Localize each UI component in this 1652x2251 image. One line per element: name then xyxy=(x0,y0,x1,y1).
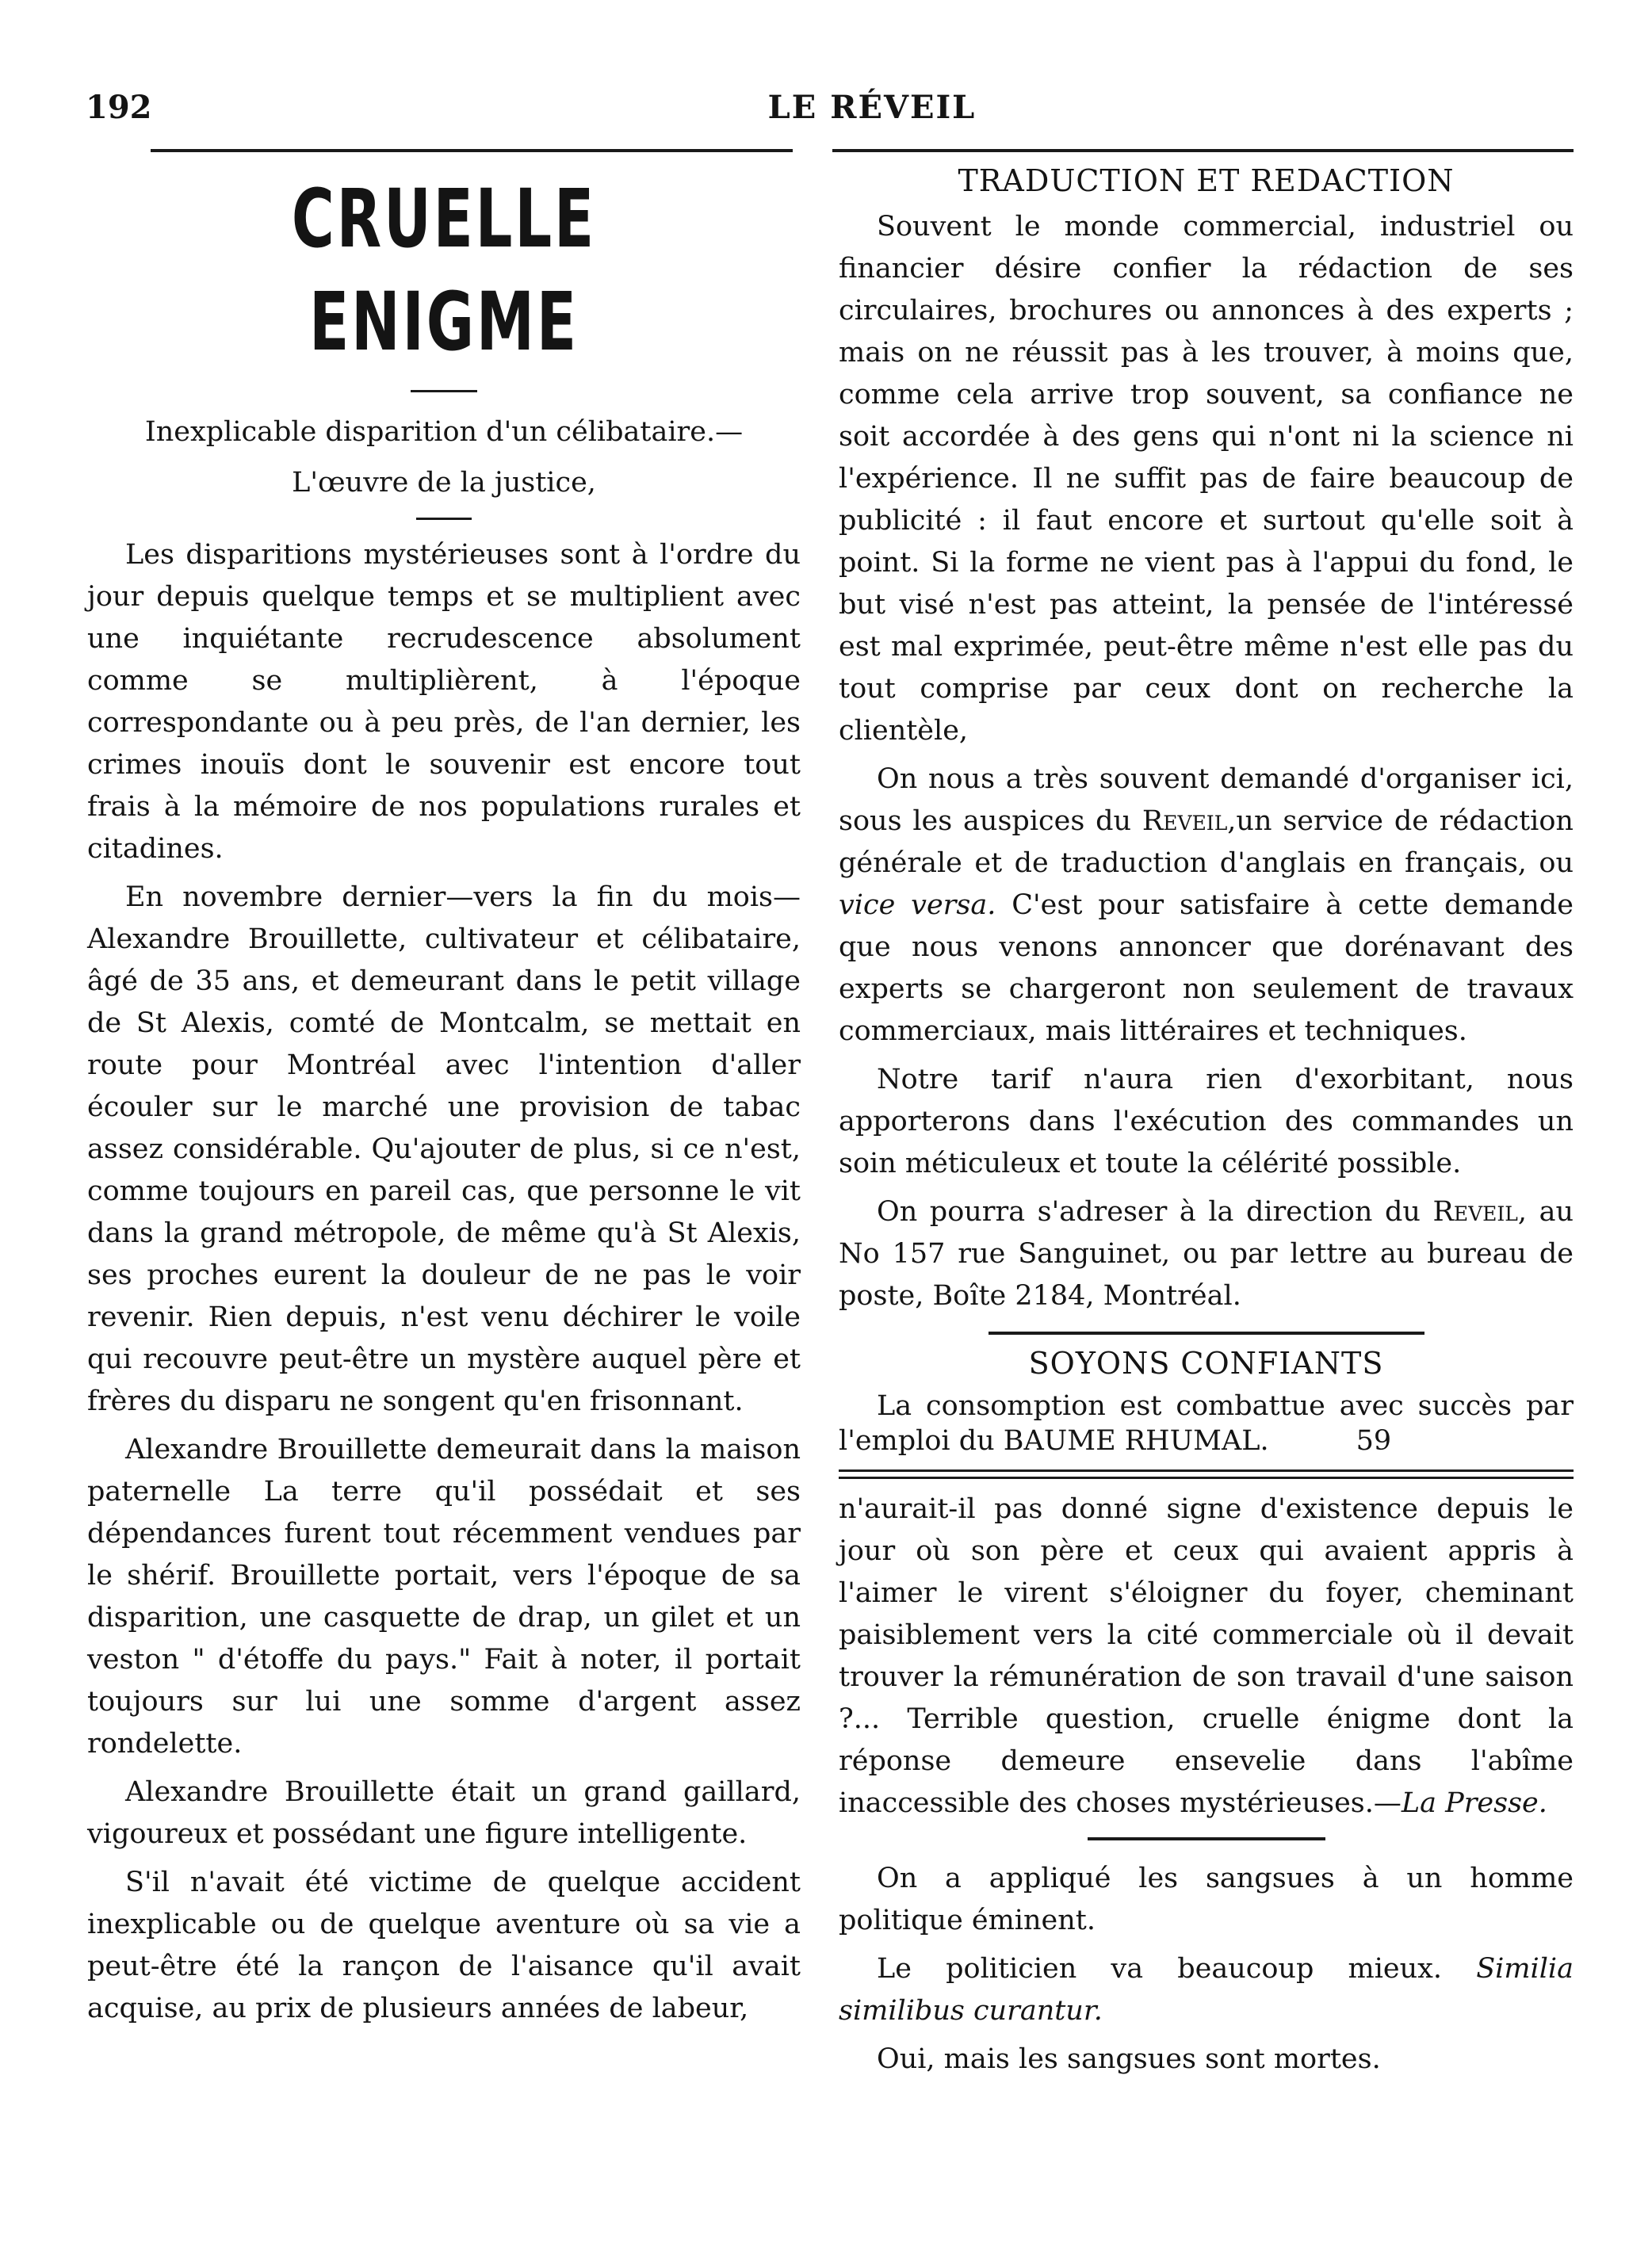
ad-number: 59 xyxy=(1356,1425,1392,1457)
traduction-text: , au No 157 rue Sanguinet, ou par lettre au bureau de poste, Boîte 2184, Montréal. xyxy=(839,1196,1574,1312)
traduction-paragraph xyxy=(839,1191,1574,1317)
anecdote-paragraph: On a appliqué les sangsues à un homme politique éminent. xyxy=(839,1863,1574,1936)
anecdote-paragraph: Oui, mais les sangsues sont mortes. xyxy=(877,2043,1381,2075)
vice-versa-italic: vice versa. xyxy=(839,889,996,921)
article-paragraph: Alexandre Brouillette était un grand gaillard, vigoureux et possédant une figure intelligente. xyxy=(87,1776,801,1850)
double-rule-top xyxy=(839,1469,1574,1472)
title-divider xyxy=(411,390,477,392)
soyons-text: La consomption est combattue avec succès par l'emploi du BAUME RHUMAL. xyxy=(839,1390,1574,1457)
running-head: LE RÉVEIL xyxy=(767,89,977,126)
soyons-paragraph xyxy=(839,1389,1574,1458)
anecdote-paragraph xyxy=(839,1948,1574,2032)
anecdote-divider xyxy=(1088,1837,1325,1840)
article-title: CRUELLE ENIGME xyxy=(291,172,597,369)
source-credit: La Presse. xyxy=(1401,1787,1547,1819)
article-paragraph: Les disparitions mystérieuses sont à l'ordre du jour depuis quelque temps et se multiplient avec une inquiétante recrudescence absolument comme se multiplièrent, à l'époque correspondante ou à peu près, de l'an dernier, les crimes inouïs dont le souvenir est encore tout frais à la mémoire de nos populations rurales et citadines. xyxy=(87,539,801,865)
reveil-name: Reveil xyxy=(1141,805,1228,837)
traduction-paragraph: Souvent le monde commercial, industriel ou financier désire confier la rédaction de ses circulaires, brochures ou annonces à des experts ; mais on ne réussit pas à les trouver, à moins que, comme cela arrive trop souvent, sa confiance ne soit accordée à des gens qui n'ont ni la science ni l'expérience. Il ne suffit pas de faire beaucoup de publicité : il faut encore et surtout qu'elle soit à point. Si la forme ne vient pas à l'appui du fond, le but visé n'est pas atteint, la pensée de l'intéressé est mal exprimée, peut-être même n'est elle pas du tout comprise par ceux dont on recherche la clientèle, xyxy=(839,211,1574,747)
left-column xyxy=(87,143,801,2036)
article-paragraph: S'il n'avait été victime de quelque accident inexplicable ou de quelque aventure où sa vie a peut-être été la rançon de l'aisance qu'il avait acquise, au prix de plusieurs années de labeur, xyxy=(87,1867,801,2024)
latin-phrase: Similia similibus curantur. xyxy=(839,1953,1574,2027)
continuation-text: n'aurait-il pas donné signe d'existence depuis le jour où son père et ceux qui avaient appris à l'aimer le virent s'éloigner du foyer, cheminant paisiblement vers la cité commerciale où il devait trouver la rémunération de son travail d'une saison ?... Terrible question, cruelle énigme dont la réponse demeure ensevelie dans l'abîme inaccessible des choses mystérieuses.— xyxy=(839,1493,1574,1819)
traduction-paragraph xyxy=(839,759,1574,1053)
article-paragraph: En novembre dernier—vers la fin du mois—Alexandre Brouillette, cultivateur et célibataire, âgé de 35 ans, et demeurant dans le petit village de St Alexis, comté de Montcalm, se mettait en route pour Montréal avec l'intention d'aller écouler sur le marché une provision de tabac assez considérable. Qu'ajouter de plus, si ce n'est, comme toujours en pareil cas, que personne le vit dans la grand métropole, de même qu'à St Alexis, ses proches eurent la douleur de ne pas le voir revenir. Rien depuis, n'est venu déchirer le voile qui recouvre peut-être un mystère auquel père et frères du disparu ne songent qu'en frisonnant. xyxy=(87,881,801,1417)
traduction-text: ,un service de rédaction générale et de traduction d'anglais en français, ou xyxy=(839,805,1574,879)
continuation-paragraph xyxy=(839,1489,1574,1825)
soyons-top-rule xyxy=(989,1332,1424,1335)
soyons-heading: SOYONS CONFIANTS xyxy=(1028,1346,1384,1381)
anecdote-text: Le politicien va beaucoup mieux. xyxy=(877,1953,1477,1985)
right-column xyxy=(839,157,1574,2087)
article-paragraph: Alexandre Brouillette demeurait dans la maison paternelle La terre qu'il possédait et ses dépendances furent tout récemment vendues par le shérif. Brouillette portait, vers l'époque de sa disparition, une casquette de drap, un gilet et un veston " d'étoffe du pays." Fait à noter, il portait toujours sur lui une somme d'argent assez rondelette. xyxy=(87,1434,801,1760)
article-subtitle: Inexplicable disparition d'un célibataire.—L'œuvre de la justice, xyxy=(144,416,744,499)
reveil-name: Reveil xyxy=(1432,1196,1518,1228)
traduction-text: On nous a très souvent demandé d'organiser ici, sous les auspices du xyxy=(839,763,1574,837)
traduction-heading: TRADUCTION ET REDACTION xyxy=(958,163,1455,198)
traduction-text: C'est pour satisfaire à cette demande que nous venons annoncer que dorénavant des experts se chargeront non seulement de travaux commerciaux, mais littéraires et techniques. xyxy=(839,889,1574,1047)
header-rule-right xyxy=(832,149,1574,152)
double-rule-bottom xyxy=(839,1477,1574,1479)
traduction-paragraph: Notre tarif n'aura rien d'exorbitant, nous apporterons dans l'exécution des commandes un soin méticuleux et toute la célérité possible. xyxy=(839,1064,1574,1179)
subtitle-divider xyxy=(416,518,472,520)
traduction-text: On pourra s'adreser à la direction du xyxy=(877,1196,1433,1228)
page-number: 192 xyxy=(86,89,152,126)
